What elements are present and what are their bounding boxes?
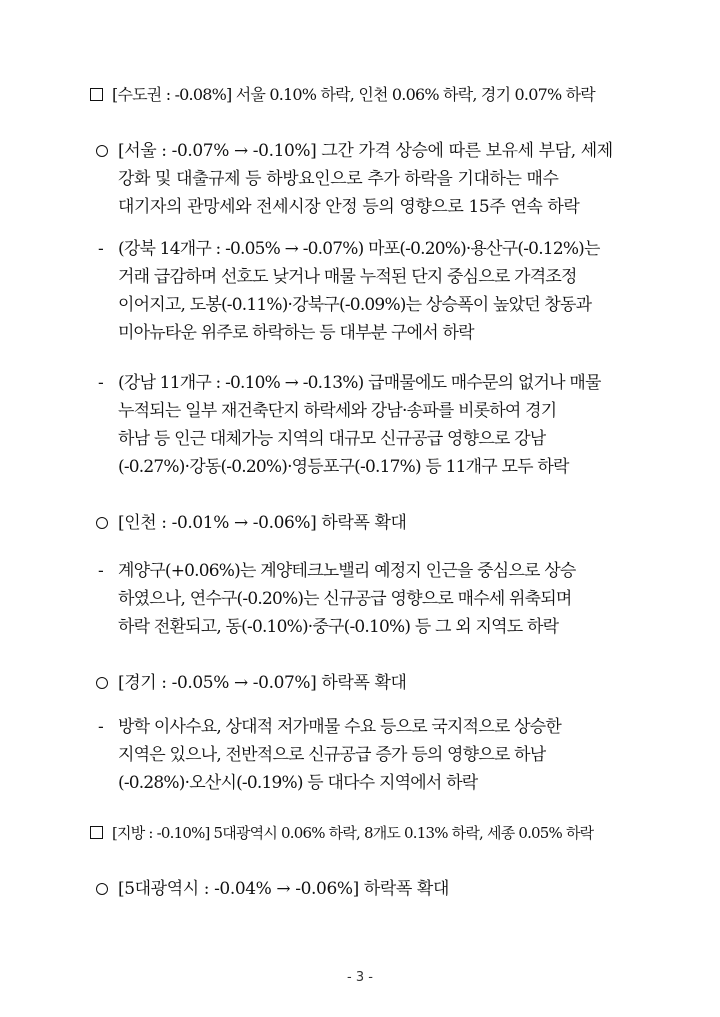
seoul-line-2: 강화 및 대출규제 등 하방요인으로 추가 하락을 기대하는 매수 xyxy=(118,169,559,189)
gangbuk-line-4: 미아뉴타운 위주로 하락하는 등 대부분 구에서 하락 xyxy=(118,323,474,343)
gyeonggi-line-2: 지역은 있으나, 전반적으로 신규공급 증가 등의 영향으로 하남 xyxy=(118,745,546,765)
regional-heading: [지방 : -0.10%] 5대광역시 0.06% 하락, 8개도 0.13% 하락, 세종 0.05% 하락 xyxy=(112,824,594,842)
incheon-line-2: 하였으나, 연수구(-0.20%)는 신규공급 영향으로 매수세 위축되며 xyxy=(118,589,572,609)
square-bullet-icon xyxy=(90,88,103,101)
circle-bullet-icon xyxy=(96,677,108,689)
gangbuk-line-3: 이어지고, 도봉(-0.11%)·강북구(-0.09%)는 상승폭이 높았던 창동과 xyxy=(118,295,592,315)
gangnam-line-2: 누적되는 일부 재건축단지 하락세와 강남·송파를 비롯하여 경기 xyxy=(118,401,557,421)
page-number: - 3 - xyxy=(347,970,373,985)
incheon-heading: [인천 : -0.01% → -0.06%] 하락폭 확대 xyxy=(118,513,407,533)
dash-bullet: - xyxy=(98,561,104,581)
dash-bullet: - xyxy=(98,373,104,393)
dash-bullet: - xyxy=(98,239,104,259)
circle-bullet-icon xyxy=(96,145,108,157)
circle-bullet-icon xyxy=(96,883,108,895)
gangnam-line-4: (-0.27%)·강동(-0.20%)·영등포구(-0.17%) 등 11개구 모두 하락 xyxy=(118,457,569,477)
seoul-line-1: [서울 : -0.07% → -0.10%] 그간 가격 상승에 따른 보유세 부담, 세제 xyxy=(118,141,613,161)
gyeonggi-line-1: 방학 이사수요, 상대적 저가매물 수요 등으로 국지적으로 상승한 xyxy=(118,717,562,737)
gyeonggi-line-3: (-0.28%)·오산시(-0.19%) 등 대다수 지역에서 하락 xyxy=(118,773,478,793)
gangnam-line-1: (강남 11개구 : -0.10% → -0.13%) 급매물에도 매수문의 없거나 매물 xyxy=(118,373,601,393)
seoul-line-3: 대기자의 관망세와 전세시장 안정 등의 영향으로 15주 연속 하락 xyxy=(118,197,580,217)
metro-cities-heading: [5대광역시 : -0.04% → -0.06%] 하락폭 확대 xyxy=(118,879,449,899)
metro-heading: [수도권 : -0.08%] 서울 0.10% 하락, 인천 0.06% 하락, 경기 0.07% 하락 xyxy=(112,85,595,104)
gyeonggi-heading: [경기 : -0.05% → -0.07%] 하락폭 확대 xyxy=(118,673,407,693)
square-bullet-icon xyxy=(90,826,103,839)
incheon-line-3: 하락 전환되고, 동(-0.10%)·중구(-0.10%) 등 그 외 지역도 하락 xyxy=(118,617,559,637)
gangnam-line-3: 하남 등 인근 대체가능 지역의 대규모 신규공급 영향으로 강남 xyxy=(118,429,546,449)
gangbuk-line-1: (강북 14개구 : -0.05% → -0.07%) 마포(-0.20%)·용산구(-0.12%)는 xyxy=(118,239,600,259)
gangbuk-line-2: 거래 급감하며 선호도 낮거나 매물 누적된 단지 중심으로 가격조정 xyxy=(118,267,577,287)
circle-bullet-icon xyxy=(96,517,108,529)
dash-bullet: - xyxy=(98,717,104,737)
incheon-line-1: 계양구(+0.06%)는 계양테크노밸리 예정지 인근을 중심으로 상승 xyxy=(118,561,576,581)
